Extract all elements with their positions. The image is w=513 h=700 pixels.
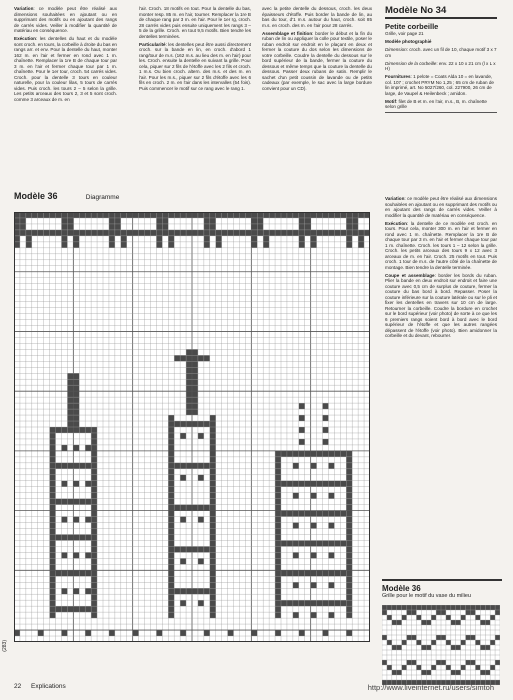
motif-paragraph: Motif: filet de B et m. en l'air, m.s., B, m. chaînette selon grille: [385, 98, 487, 109]
grid-reference: Grille, voir page 21: [385, 31, 424, 36]
basket-dimension-paragraph: Dimension de la corbeille: env. 22 x 10 x 21 cm (l x L x H): [385, 60, 496, 71]
dimension-paragraph: Dimension: croch. avec un fil de 10, chaque motif 3 x 7 cm: [385, 47, 497, 58]
column-middle-right: [262, 6, 372, 94]
divider: [385, 17, 497, 19]
lace-bottom-paragraph: l'air. Croch. 18 motifs en tout. Pour la dentelle du bas, monter resp. 85 m. en l'air, tourner. Remplacer la 1re B de chaque rang par 3 m. en l'air. Pour le 1er rg, croch. 28 carrés vides puis ensuite uniquement les rangs 3 – 5 de la grille. Croch. en tout 9,5 motifs. Bien tendre les dentelles terminées.: [139, 6, 251, 39]
execution-paragraph: Exécution: la dentelle de ce modèle est croch. en tours. Pour cela, monter 300 m. en l'air et fermer en rond avec 1 m. chaînette. Remplacer la 1re B de chaque tour par 3 m. en l'air et fermer chaque tour par 1 m. chaînette. Croch. les tours 1 – 12 selon la grille. Croch. les petits arceaux des tours 9 x 12 avec 3 arceaux de m. en l'air. Croch. 25 motifs en tout. Puis croch. 1 tour de m.s. de l'autre côté de la chaînette de montage. Bien tendre la dentelle terminée.: [385, 220, 497, 270]
particularity-paragraph: Particularité: les dentelles peut être aussi directement croch. sur la bande en lin, en croch. d'abord 1 rang/tour de m.s. (162 m.s. au lieu des m. en l'air) pour les. Croch. ensuite la dentelle en suivant la grille. Pour cela, piquer sur 2 fils de l'étoffe avec les 2 fils et croch. 1 m.s. Ou bien croch. altern. des m.s. et des m. en l'air. Pour les m.s., piquer sur 2 fils d'étoffe avec les 6 fils en croch. 2 m. en l'air dans les intervalles (54 fois). Puis commencer le motif sur ce rang avec le rang 1.: [139, 41, 251, 91]
supplies-paragraph: Fournitures: 1 pelote = Coats Alda 10 = en lavande, col. 107 ; crochet PRYM No 1,25 ; 65 cm de ruban de lin imprimé, art. No 5027/260, col. 227900, 26 cm de large, de Vaupel & Heilenbeck ; amidon.: [385, 74, 494, 96]
filet-grid-image: [14, 212, 370, 642]
vase-grid-header: [382, 578, 502, 600]
vase-grid-image: [382, 605, 500, 685]
vase-motif-grid: [382, 605, 500, 685]
diagram-label: Diagramme: [85, 194, 120, 201]
page-number: 22: [14, 683, 22, 690]
section-name: Explications: [31, 683, 66, 690]
model-34-title: Modèle No 34: [385, 5, 447, 16]
vase-grid-title: Modèle 36: [382, 584, 421, 593]
filet-crochet-diagram: [14, 212, 370, 642]
particularity-heading: Particularité: [139, 41, 166, 47]
model-34-box: [385, 6, 497, 116]
assembly-paragraph: Assemblage et finition: border le début et la fin du ruban de lin ou appliquer la colle pour textile, poser le ruban endroit sur endroit en le plaçant en deux et fermer la couture du dos selon les dimensions de votre corbeille. Coudre la dentelle du dessous sur le bord supérieur de la bande, fermer la couture du dessous et même temps que la couture la dentelle du dessous. Passer deux rubans de satin. Remplir le sachet d'un petit coussin de lavande ou de petits cadeaux (par exemple, le sac avec la large bordure convient pour un CD).: [262, 30, 372, 91]
variation-heading: Variation: [14, 6, 34, 11]
assembly-paragraph: Coupe et assemblage: border les bords du ruban. Plier la bande en deux endroit sur endroit et faire une couture avec 0,5 cm de surplus de couture, fermer la couture du bas bord à bord. Repasser. Poser la couture inférieure sur la couture latérale ou sur le pli et fixer les dentelles en travers sur 10 cm de large. Retourner la corbeille. Coudre la bordure en crochet sur le bord supérieur (voir photo) de sorte à ce que les 6 premiers rangs soient bord à bord avec le bord supérieur de l'étoffe et que les autres rangées dépassent de l'étoffe (voir photo). Bien amidonner la corbeille et du devant, rebourrer.: [385, 272, 497, 338]
column-middle-left: [139, 6, 251, 94]
photo-heading: Modèle photographié: [385, 39, 432, 44]
vase-grid-subtitle: Grille pour le motif du vase du milieu: [382, 593, 471, 599]
execution-heading: Exécution: [14, 36, 36, 41]
source-url: http://www.liveinternet.ru/users/simtoh: [367, 683, 494, 692]
page-footer: [14, 683, 494, 690]
divider: [382, 579, 502, 581]
page-code: (283): [2, 640, 8, 652]
diagram-header: [14, 191, 374, 201]
execution-paragraph: Exécution: les dentelles du haut et du modèle sont croch. en tours, la corbeille à droite du bas en rangs arr. et env. Pour la dentelle du haut, monter 162 m. en l'air et fermer en rond avec 1 m. chaînette. Remplacer la 1re B de chaque tour par 3 m. en l'air et fermer chaque tour par 1 m. chaînette. Pour le 1er tour, croch. 54 carrés vides. Croch. pour la dentelle 3 tours en couleur naturelle, pour la couleur lilas, 5 tours de carrés vides. Puis croch. les tours 2 – 5 selon la grille. Les petits arceaux des tours 2, 3 et 5 sont croch. comme 3 arceaux de m. en: [14, 36, 117, 102]
divider: [385, 112, 497, 113]
model-34-subtitle: Petite corbeille: [385, 22, 439, 31]
variation-paragraph: Variation: ce modèle peut être réalisé aux dimensions souhaitées en ajoutant ou en supprimant des motifs ou en ajoutant des rangs de carrés vides. Veiller à modifier la quantité de matériau en conséquence.: [385, 196, 497, 218]
variation-paragraph: Variation: ce modèle peut être réalisé aux dimensions souhaitées en ajoutant ou en supprimant des motifs ou en ajoutant des rangs de carrés vides. Veiller à modifier la quantité de matériau en conséquence.: [14, 6, 117, 33]
column-right: [385, 196, 497, 341]
small-lace-paragraph: avec la petite dentelle du dessous, croch. les deux épaisseurs d'étoffe. Puis border la bande de lin, au bas du tour, d'1 m.s. autour du haut, croch. soit 85 m.s. en croch. des m. en l'air pour 28 carrés.: [262, 6, 372, 28]
assembly-heading: Assemblage et finition: [262, 30, 313, 36]
diagram-title: Modèle 36: [14, 191, 58, 201]
column-left: [14, 6, 117, 105]
